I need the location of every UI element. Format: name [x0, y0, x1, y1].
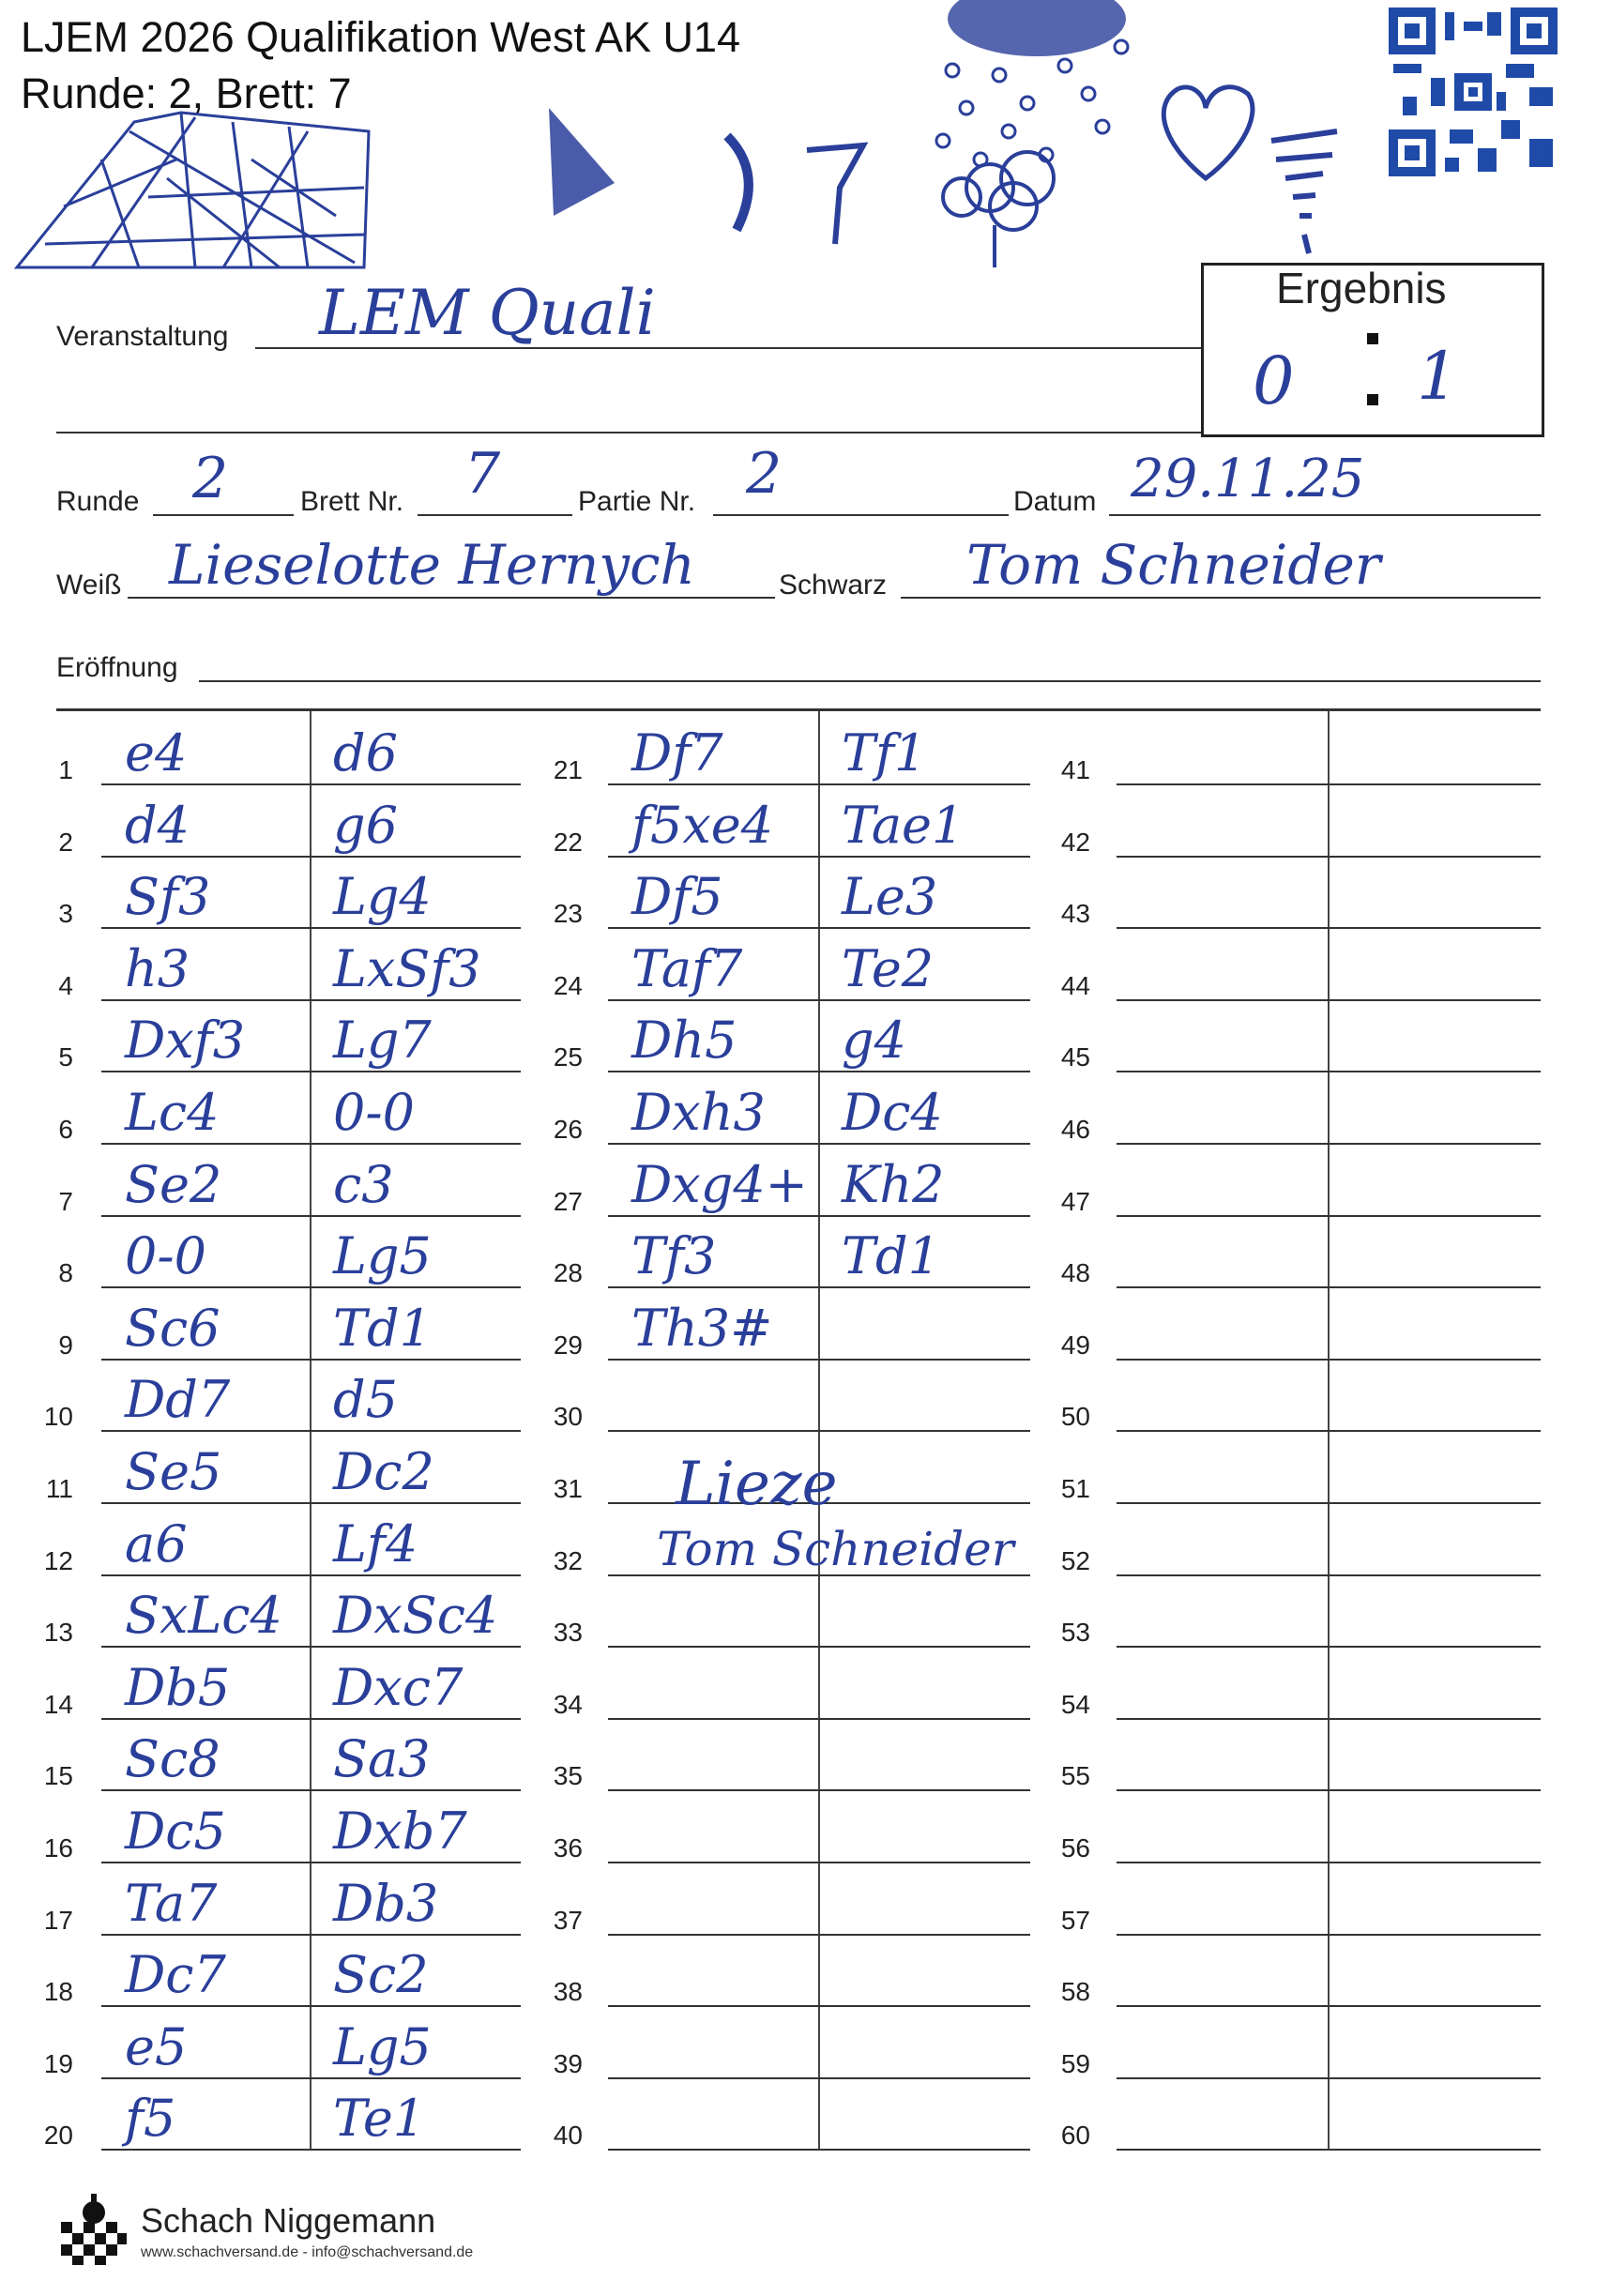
move-underline — [101, 1789, 521, 1791]
black-move[interactable]: Tae1 — [842, 795, 965, 855]
move-number: 11 — [45, 1474, 73, 1503]
chess-king-logo-icon — [56, 2194, 131, 2269]
move-number: 55 — [1060, 1761, 1090, 1791]
move-number: 35 — [553, 1761, 583, 1791]
move-underline — [101, 1143, 521, 1145]
move-underline — [101, 1574, 521, 1576]
white-move[interactable]: Sc6 — [125, 1298, 220, 1358]
move-underline — [101, 1502, 521, 1504]
white-move[interactable]: Db5 — [125, 1657, 231, 1717]
round-value[interactable]: 2 — [192, 446, 229, 511]
move-underline — [1117, 999, 1541, 1001]
move-number: 34 — [553, 1689, 583, 1719]
move-number: 16 — [43, 1833, 73, 1863]
opening-label: Eröffnung — [56, 652, 178, 683]
move-number: 20 — [43, 2121, 73, 2151]
move-underline — [1117, 927, 1541, 929]
move-number: 54 — [1060, 1689, 1090, 1719]
move-underline — [608, 1215, 1030, 1217]
move-number: 2 — [58, 827, 73, 857]
event-value[interactable]: LEM Quali — [319, 277, 656, 349]
move-underline — [608, 1789, 1030, 1791]
game-label: Partie Nr. — [578, 486, 696, 517]
board-value[interactable]: 7 — [464, 441, 501, 507]
move-number: 53 — [1060, 1618, 1090, 1648]
move-number: 32 — [553, 1545, 583, 1575]
round-label: Runde — [56, 486, 140, 517]
move-number: 8 — [58, 1258, 73, 1288]
black-move[interactable]: Dxc7 — [333, 1657, 464, 1717]
move-number: 31 — [553, 1474, 583, 1503]
white-move[interactable]: Tf3 — [631, 1226, 717, 1286]
white-move[interactable]: Df7 — [631, 723, 723, 783]
black-move[interactable]: Dc4 — [842, 1083, 943, 1142]
black-move[interactable]: Kh2 — [842, 1154, 945, 1214]
move-underline — [101, 1862, 521, 1863]
move-number: 21 — [553, 755, 583, 784]
move-number: 36 — [553, 1833, 583, 1863]
white-move[interactable]: a6 — [125, 1513, 188, 1574]
move-underline — [1117, 1718, 1541, 1720]
move-underline — [608, 2005, 1030, 2007]
white-move[interactable]: Dc5 — [125, 1802, 226, 1861]
move-underline — [101, 1646, 521, 1648]
black-move[interactable]: Dc2 — [333, 1442, 434, 1501]
move-underline — [1117, 1789, 1541, 1791]
white-move[interactable]: Taf7 — [631, 938, 743, 998]
move-number: 13 — [43, 1618, 73, 1648]
move-underline — [101, 2005, 521, 2007]
black-move[interactable]: Td1 — [333, 1298, 432, 1358]
move-number: 22 — [553, 827, 583, 857]
move-number: 5 — [58, 1042, 73, 1072]
white-move[interactable]: Th3# — [631, 1298, 773, 1358]
move-underline — [101, 1934, 521, 1936]
move-underline — [608, 1359, 1030, 1361]
move-underline — [101, 2149, 521, 2151]
move-underline — [101, 1286, 521, 1288]
white-move[interactable]: Dd7 — [125, 1370, 231, 1430]
black-move[interactable]: Le3 — [842, 867, 938, 927]
move-number: 25 — [553, 1042, 583, 1072]
move-underline — [1117, 856, 1541, 858]
move-underline — [1117, 2005, 1541, 2007]
sheet-subtitle: Runde: 2, Brett: 7 — [21, 69, 352, 117]
black-move[interactable]: Sc2 — [333, 1945, 429, 2005]
game-value[interactable]: 2 — [746, 441, 783, 507]
move-number: 6 — [58, 1115, 73, 1144]
result-white-score[interactable]: 0 — [1253, 342, 1295, 419]
move-underline — [1117, 1934, 1541, 1936]
move-number: 40 — [553, 2121, 583, 2151]
footer-contact: www.schachversand.de - info@schachversand.de — [141, 2244, 474, 2260]
result-black-score[interactable]: 1 — [1417, 338, 1459, 415]
move-underline — [608, 1862, 1030, 1863]
move-underline — [1117, 2149, 1541, 2151]
black-move[interactable]: Db3 — [333, 1873, 439, 1933]
black-move[interactable]: g6 — [333, 795, 398, 855]
move-underline — [101, 999, 521, 1001]
move-underline — [608, 1934, 1030, 1936]
move-number: 27 — [553, 1186, 583, 1216]
white-move[interactable]: Ta7 — [125, 1873, 218, 1933]
move-number: 4 — [58, 970, 73, 1000]
move-number: 38 — [553, 1977, 583, 2007]
move-underline — [1117, 1359, 1541, 1361]
move-underline — [101, 783, 521, 785]
move-underline — [101, 1071, 521, 1072]
move-number: 9 — [58, 1330, 73, 1360]
move-number: 29 — [553, 1330, 583, 1360]
move-underline — [608, 856, 1030, 858]
move-number: 46 — [1060, 1115, 1090, 1144]
move-number: 50 — [1060, 1402, 1090, 1432]
black-move[interactable]: d5 — [333, 1370, 398, 1430]
black-move[interactable]: 0-0 — [333, 1083, 415, 1142]
move-underline — [608, 1286, 1030, 1288]
white-move[interactable]: SxLc4 — [125, 1586, 282, 1646]
move-number: 52 — [1060, 1545, 1090, 1575]
move-number: 60 — [1060, 2121, 1090, 2151]
black-move[interactable]: Td1 — [842, 1226, 940, 1286]
move-number: 1 — [58, 755, 73, 784]
white-move[interactable]: Lc4 — [125, 1083, 220, 1142]
move-underline — [1117, 1071, 1541, 1072]
black-move[interactable]: Dxb7 — [333, 1802, 467, 1861]
black-move[interactable]: Lg5 — [333, 2016, 432, 2076]
move-underline — [1117, 2077, 1541, 2079]
black-move[interactable]: Te2 — [842, 938, 935, 998]
move-underline — [608, 1646, 1030, 1648]
white-move[interactable]: Se5 — [125, 1442, 222, 1501]
white-move[interactable]: e5 — [125, 2016, 188, 2076]
black-move[interactable]: Tf1 — [842, 723, 927, 783]
move-number: 37 — [553, 1905, 583, 1935]
move-underline — [608, 2149, 1030, 2151]
event-label: Veranstaltung — [56, 321, 229, 352]
footer-brand: Schach Niggemann — [141, 2201, 436, 2240]
black-player-label: Schwarz — [779, 570, 888, 601]
white-move[interactable]: Dxg4+ — [631, 1154, 808, 1214]
move-underline — [608, 1718, 1030, 1720]
move-underline — [608, 783, 1030, 785]
move-number: 19 — [43, 2048, 73, 2078]
move-underline — [1117, 783, 1541, 785]
move-number: 28 — [553, 1258, 583, 1288]
black-move[interactable]: Lg4 — [333, 867, 432, 927]
move-number: 23 — [553, 899, 583, 929]
move-underline — [101, 1718, 521, 1720]
white-move[interactable]: f5 — [125, 2089, 176, 2149]
move-underline — [608, 1143, 1030, 1145]
move-number: 26 — [553, 1115, 583, 1144]
black-move[interactable]: LxSf3 — [333, 938, 481, 998]
black-move[interactable]: Sa3 — [333, 1729, 431, 1789]
white-move[interactable]: 0-0 — [125, 1226, 206, 1286]
move-underline — [101, 1215, 521, 1217]
date-label: Datum — [1013, 486, 1097, 517]
black-move[interactable]: DxSc4 — [333, 1586, 498, 1646]
move-number: 57 — [1060, 1905, 1090, 1935]
black-player-name[interactable]: Tom Schneider — [966, 533, 1381, 597]
move-number: 12 — [43, 1545, 73, 1575]
white-move[interactable]: Dc7 — [125, 1945, 226, 2005]
black-move[interactable]: Lg5 — [333, 1226, 432, 1286]
move-underline — [1117, 1862, 1541, 1863]
black-move[interactable]: c3 — [333, 1154, 394, 1214]
move-underline — [608, 999, 1030, 1001]
move-underline — [608, 2077, 1030, 2079]
white-move[interactable]: d4 — [125, 795, 190, 855]
move-number: 41 — [1060, 755, 1090, 784]
move-underline — [608, 1071, 1030, 1072]
move-number: 14 — [43, 1689, 73, 1719]
white-signature[interactable]: Lieze — [676, 1450, 838, 1519]
move-number: 48 — [1060, 1258, 1090, 1288]
move-number: 30 — [553, 1402, 583, 1432]
move-number: 56 — [1060, 1833, 1090, 1863]
move-underline — [101, 856, 521, 858]
black-move[interactable]: d6 — [333, 723, 398, 783]
board-label: Brett Nr. — [300, 486, 404, 517]
move-number: 58 — [1060, 1977, 1090, 2007]
move-underline — [101, 1359, 521, 1361]
date-value[interactable]: 29.11.25 — [1131, 449, 1365, 509]
move-underline — [1117, 1215, 1541, 1217]
move-number: 45 — [1060, 1042, 1090, 1072]
white-move[interactable]: Sc8 — [125, 1729, 220, 1789]
move-underline — [1117, 1430, 1541, 1432]
move-number: 15 — [43, 1761, 73, 1791]
move-number: 7 — [58, 1186, 73, 1216]
black-move[interactable]: g4 — [842, 1011, 906, 1071]
move-underline — [608, 927, 1030, 929]
move-underline — [1117, 1286, 1541, 1288]
move-number: 33 — [553, 1618, 583, 1648]
move-underline — [101, 1430, 521, 1432]
move-number: 10 — [43, 1402, 73, 1432]
white-move[interactable]: Dxf3 — [125, 1011, 246, 1071]
move-underline — [101, 2077, 521, 2079]
white-move[interactable]: Sf3 — [125, 867, 211, 927]
move-number: 18 — [43, 1977, 73, 2007]
sheet-title: LJEM 2026 Qualifikation West AK U14 — [21, 13, 741, 61]
move-number: 44 — [1060, 970, 1090, 1000]
move-underline — [1117, 1143, 1541, 1145]
move-number: 39 — [553, 2048, 583, 2078]
black-signature[interactable]: Tom Schneider — [657, 1522, 1014, 1576]
move-underline — [1117, 1574, 1541, 1576]
white-move[interactable]: Dh5 — [631, 1011, 737, 1071]
white-player-name[interactable]: Lieselotte Hernych — [169, 533, 695, 597]
move-number: 51 — [1060, 1474, 1090, 1503]
white-move[interactable]: f5xe4 — [631, 795, 774, 855]
move-number: 3 — [58, 899, 73, 929]
white-move[interactable]: Df5 — [631, 867, 723, 927]
move-number: 24 — [553, 970, 583, 1000]
white-move[interactable]: e4 — [125, 723, 188, 783]
move-number: 47 — [1060, 1186, 1090, 1216]
white-move[interactable]: Dxh3 — [631, 1083, 766, 1142]
move-underline — [101, 927, 521, 929]
move-number: 49 — [1060, 1330, 1090, 1360]
white-move[interactable]: h3 — [125, 938, 190, 998]
black-move[interactable]: Lf4 — [333, 1513, 418, 1574]
move-underline — [608, 1430, 1030, 1432]
black-move[interactable]: Lg7 — [333, 1011, 432, 1071]
move-number: 59 — [1060, 2048, 1090, 2078]
result-label: Ergebnis — [1276, 264, 1447, 312]
move-underline — [1117, 1502, 1541, 1504]
move-number: 17 — [43, 1905, 73, 1935]
white-move[interactable]: Se2 — [125, 1154, 222, 1214]
move-number: 42 — [1060, 827, 1090, 857]
move-underline — [1117, 1646, 1541, 1648]
move-number: 43 — [1060, 899, 1090, 929]
black-move[interactable]: Te1 — [333, 2089, 426, 2149]
white-player-label: Weiß — [56, 570, 122, 601]
